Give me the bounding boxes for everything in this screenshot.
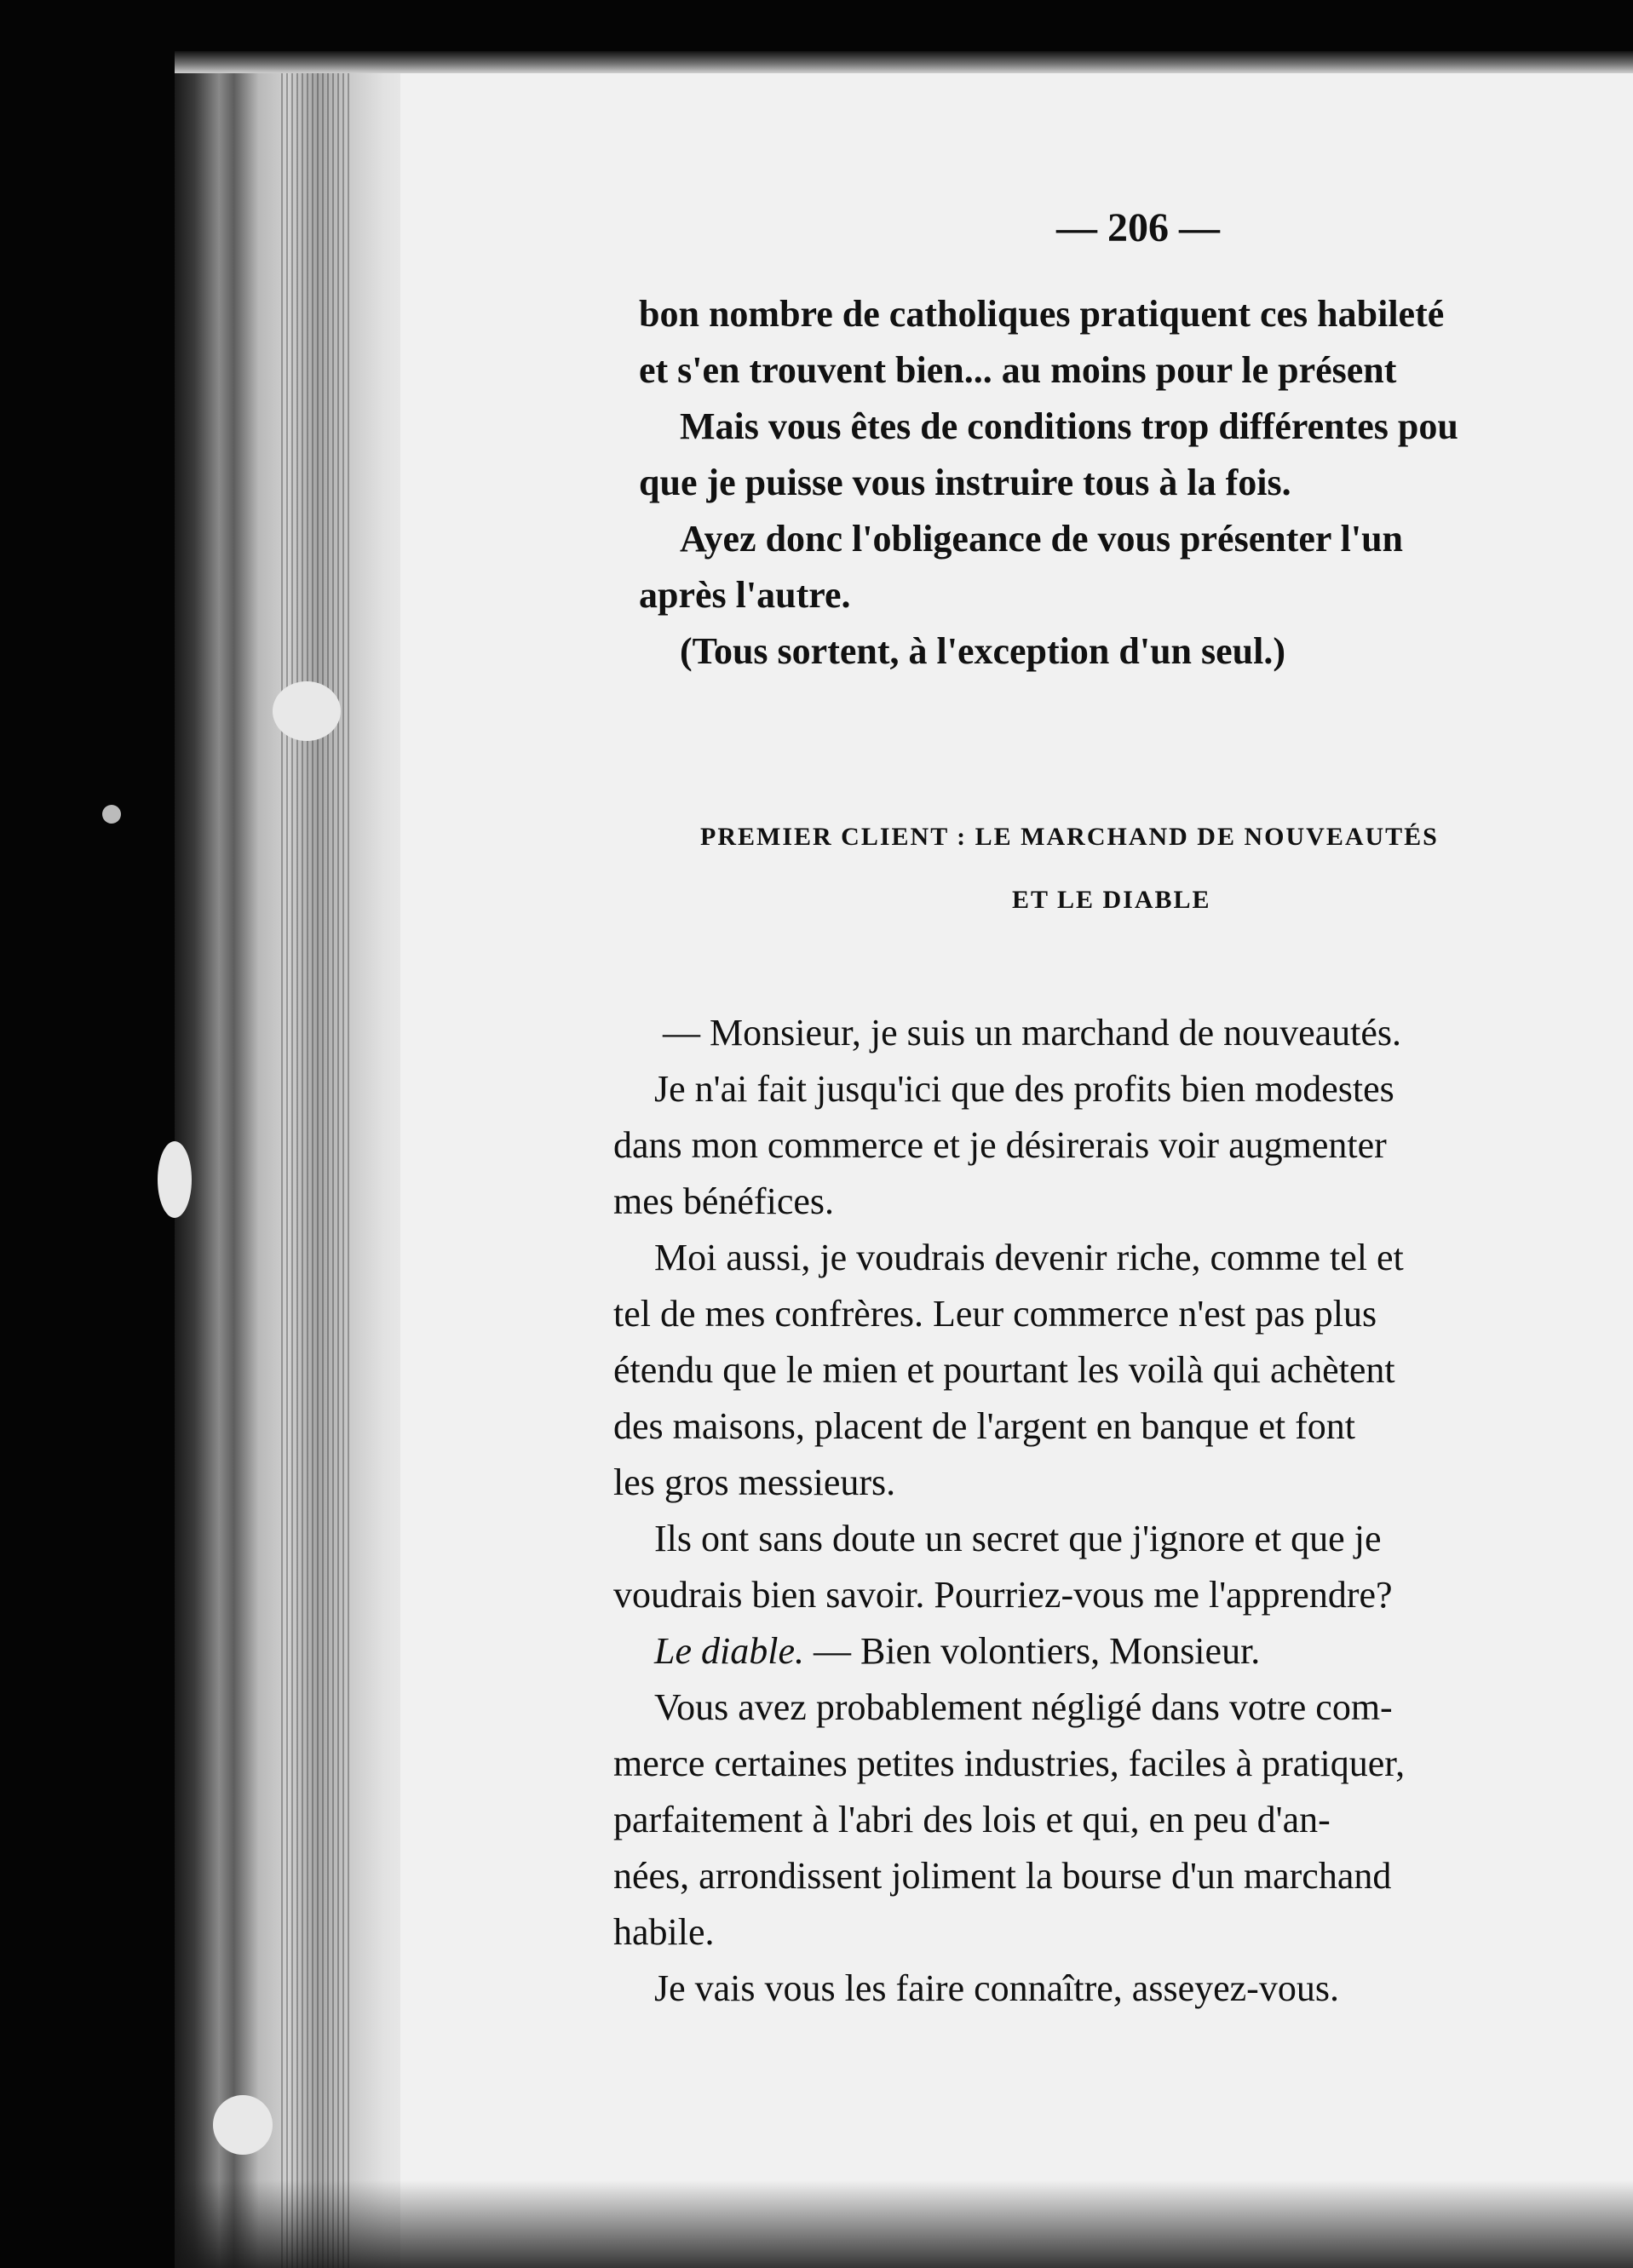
text-line: merce certaines petites industries, faciles à pratiquer, xyxy=(613,1743,1406,1784)
page-bottom-edge xyxy=(175,2180,1633,2268)
text-line: mes bénéfices. xyxy=(613,1180,834,1222)
text-line: parfaitement à l'abri des lois et qui, en peu d'an- xyxy=(613,1799,1331,1840)
body-text-block xyxy=(613,1005,1405,2017)
scan-speck xyxy=(158,1141,192,1218)
text-line: que je puisse vous instruire tous à la fois. xyxy=(639,462,1291,503)
text-line: Ils ont sans doute un secret que j'ignore et que je xyxy=(654,1518,1382,1559)
gutter-texture xyxy=(281,60,349,2268)
text-line: Ayez donc l'obligeance de vous présenter l'un xyxy=(680,518,1404,560)
scan-speck xyxy=(102,805,121,824)
text-line: bon nombre de catholiques pratiquent ces habileté xyxy=(639,293,1445,335)
page-top-edge xyxy=(175,51,1633,73)
dialogue-text: — Bien volontiers, Monsieur. xyxy=(813,1630,1261,1672)
text-line: Vous avez probablement négligé dans votre com- xyxy=(654,1686,1393,1728)
text-line: — Monsieur, je suis un marchand de nouveautés. xyxy=(663,1012,1402,1054)
dialogue-line xyxy=(613,1623,1405,1679)
text-line: les gros messieurs. xyxy=(613,1461,896,1503)
text-line: Moi aussi, je voudrais devenir riche, comme tel et xyxy=(654,1237,1404,1278)
text-line: voudrais bien savoir. Pourriez-vous me l'apprendre? xyxy=(613,1574,1393,1616)
text-line: habile. xyxy=(613,1911,715,1953)
scan-speck xyxy=(273,681,341,741)
text-line: étendu que le mien et pourtant les voilà qui achètent xyxy=(613,1349,1395,1391)
text-line: Je vais vous les faire connaître, asseyez-vous. xyxy=(654,1967,1339,2009)
text-line: Je n'ai fait jusqu'ici que des profits bien modestes xyxy=(654,1068,1394,1110)
scan-speck xyxy=(213,2095,273,2155)
text-line: nées, arrondissent joliment la bourse d'un marchand xyxy=(613,1855,1392,1897)
text-line: dans mon commerce et je désirerais voir augmenter xyxy=(613,1124,1387,1166)
speaker-label: Le diable. xyxy=(654,1630,804,1672)
text-line: tel de mes confrères. Leur commerce n'est pas plus xyxy=(613,1293,1377,1335)
text-line: (Tous sortent, à l'exception d'un seul.) xyxy=(680,630,1286,672)
text-line: des maisons, placent de l'argent en banque et font xyxy=(613,1405,1355,1447)
section-heading-line1: PREMIER CLIENT : LE MARCHAND DE NOUVEAUTÉS xyxy=(700,823,1439,851)
text-line: après l'autre. xyxy=(639,574,851,616)
section-heading-line2: ET LE DIABLE xyxy=(1012,886,1211,914)
top-text-block xyxy=(639,286,1458,680)
page-number: — 206 — xyxy=(1056,205,1220,250)
text-line: et s'en trouvent bien... au moins pour le présent xyxy=(639,349,1397,391)
text-line: Mais vous êtes de conditions trop différentes pou xyxy=(680,405,1458,447)
